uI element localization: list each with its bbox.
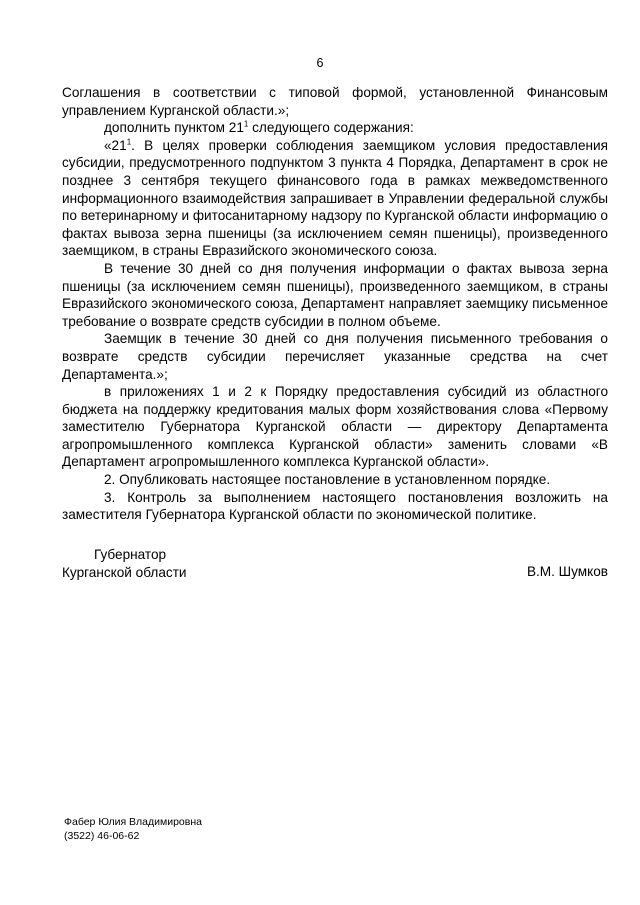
paragraph-appendices: в приложениях 1 и 2 к Порядку предоставления субсидий из областного бюджета на поддержку кредитования малых форм хозяйствования слова «Первому заместителю Губернатора Курганской области — директору Департамента агропромышленного комплекса Курганской области» заменить словами «В Департамент агропромышленного комплекса Курганской области». bbox=[62, 384, 608, 470]
paragraph-publish: 2. Опубликовать настоящее постановление в установленном порядке. bbox=[104, 472, 551, 488]
contact-block bbox=[64, 815, 202, 843]
add-clause-text: дополнить пунктом 21 bbox=[104, 120, 244, 136]
paragraph-requirement: В течение 30 дней со дня получения информации о фактах вывоза зерна пшеницы (за исключением семян пшеницы), произведенного заемщиком, в страны Евразийского экономического союза, Департамент направляет заемщику письменное требование о возврате средств субсидии в полном объеме. bbox=[62, 260, 608, 329]
paragraph-control: 3. Контроль за выполнением настоящего постановления возложить на заместителя Губернатора Курганской области по экономической политике. bbox=[62, 489, 608, 523]
superscript-one: 1 bbox=[126, 137, 132, 147]
paragraph-refund: Заемщик в течение 30 дней со дня получения письменного требования о возврате средств субсидии перечисляет указанные средства на счет Департамента.»; bbox=[62, 331, 608, 382]
contact-phone: (3522) 46-06-62 bbox=[64, 830, 140, 842]
superscript-one: 1 bbox=[243, 119, 249, 129]
clause-number: «21 bbox=[104, 137, 127, 153]
signatory-title bbox=[62, 546, 262, 581]
add-clause-tail: следующего содержания: bbox=[248, 120, 414, 136]
page-number: 6 bbox=[316, 56, 324, 70]
clause-text: . В целях проверки соблюдения заемщиком условия предоставления субсидии, предусмотренного подпунктом 3 пункта 4 Порядка, Департамент в срок не позднее 3 сентября текущего финансового года в рамках межведомственного информационного взаимодействия запрашивает в Управлении федеральной службы по ветеринарному и фитосанитарному надзору по Курганской области информацию о фактах вывоза зерна пшеницы (за исключением семян пшеницы), произведенного заемщиком, в страны Евразийского экономического союза. bbox=[62, 137, 608, 259]
signatory-name: В.М. Шумков bbox=[526, 564, 608, 579]
signatory-title-line2: Курганской области bbox=[62, 564, 187, 580]
paragraph-clause-21-1 bbox=[62, 137, 608, 260]
document-body bbox=[62, 84, 608, 524]
contact-name: Фабер Юлия Владимировна bbox=[64, 816, 202, 828]
signatory-title-line1: Губернатор bbox=[94, 547, 167, 562]
paragraph-add-clause bbox=[62, 119, 608, 137]
paragraph-agreement-end: Соглашения в соответствии с типовой формой, установленной Финансовым управлением Курганской области.»; bbox=[62, 85, 608, 118]
